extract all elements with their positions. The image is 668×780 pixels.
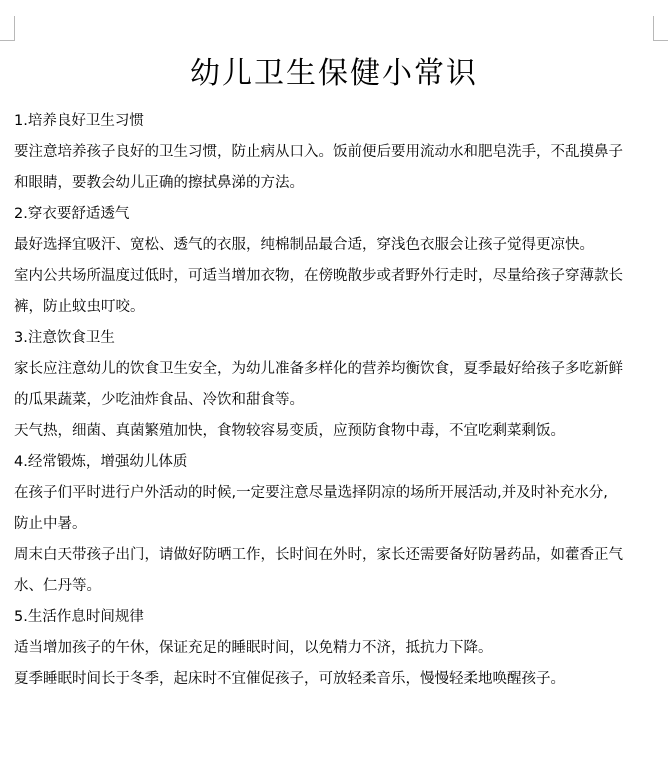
paragraph-line: 要注意培养孩子良好的卫生习惯，防止病从口入。饭前便后要用流动水和肥皂洗手，不乱摸鼻子 (14, 144, 623, 160)
paragraph-line: 的瓜果蔬菜，少吃油炸食品、冷饮和甜食等。 (14, 392, 304, 408)
paragraph-line: 天气热，细菌、真菌繁殖加快，食物较容易变质，应预防食物中毒，不宜吃剩菜剩饭。 (14, 423, 565, 439)
page-corner-mark-right (653, 16, 668, 41)
paragraph-line: 周末白天带孩子出门，请做好防晒工作，长时间在外时，家长还需要备好防暑药品，如藿香正气 (14, 547, 623, 563)
paragraph-line: 室内公共场所温度过低时，可适当增加衣物，在傍晚散步或者野外行走时，尽量给孩子穿薄款长 (14, 268, 623, 284)
section-heading-2: 2.穿衣要舒适透气 (14, 206, 130, 222)
paragraph-line: 最好选择宜吸汗、宽松、透气的衣服，纯棉制品最合适，穿浅色衣服会让孩子觉得更凉快。 (14, 237, 594, 253)
paragraph-line: 在孩子们平时进行户外活动的时候,一定要注意尽量选择阴凉的场所开展活动,并及时补充水分, (14, 485, 608, 501)
document-title: 幼儿卫生保健小常识 (190, 56, 478, 91)
paragraph-line: 和眼睛，要教会幼儿正确的擦拭鼻涕的方法。 (14, 175, 304, 191)
section-heading-4: 4.经常锻炼，增强幼儿体质 (14, 454, 188, 470)
paragraph-line: 适当增加孩子的午休，保证充足的睡眠时间，以免精力不济，抵抗力下降。 (14, 640, 493, 656)
section-heading-1: 1.培养良好卫生习惯 (14, 113, 144, 129)
paragraph-line: 家长应注意幼儿的饮食卫生安全，为幼儿准备多样化的营养均衡饮食，夏季最好给孩子多吃新鲜 (14, 361, 623, 377)
paragraph-line: 防止中暑。 (14, 516, 87, 532)
paragraph-line: 夏季睡眠时间长于冬季，起床时不宜催促孩子，可放轻柔音乐，慢慢轻柔地唤醒孩子。 (14, 671, 565, 687)
section-heading-3: 3.注意饮食卫生 (14, 330, 115, 346)
paragraph-line: 裤，防止蚊虫叮咬。 (14, 299, 145, 315)
document-body (14, 106, 644, 695)
page-corner-mark-left (0, 16, 15, 41)
paragraph-line: 水、仁丹等。 (14, 578, 101, 594)
section-heading-5: 5.生活作息时间规律 (14, 609, 144, 625)
